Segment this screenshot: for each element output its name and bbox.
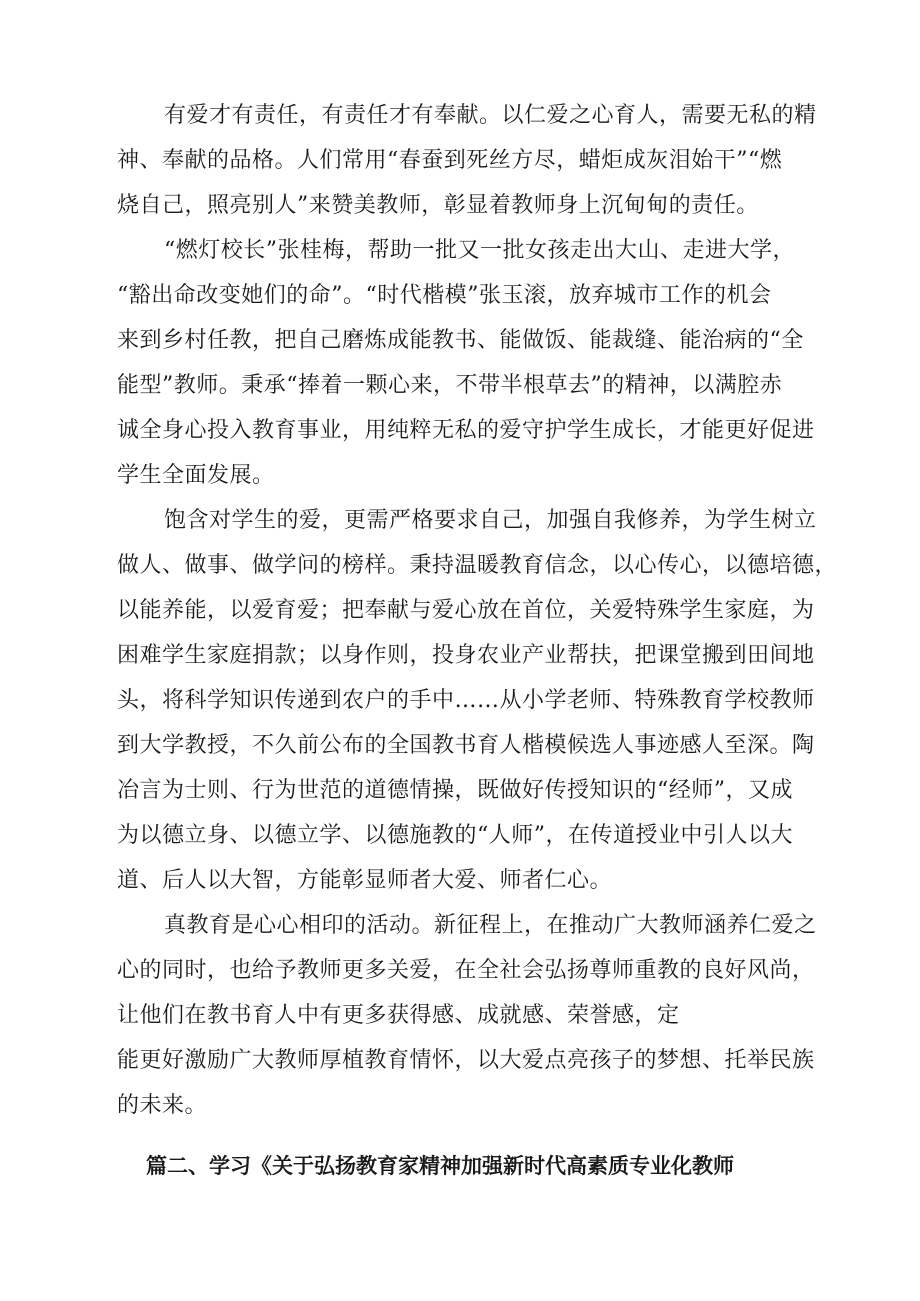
text-line: 烧自己，照亮别人”来赞美教师，彰显着教师身上沉甸甸的责任。	[117, 193, 759, 218]
section-heading: 篇二、学习《关于弘扬教育家精神加强新时代高素质专业化教师	[146, 1154, 734, 1178]
text-line: 心的同时，也给予教师更多关爱，在全社会弘扬尊师重教的良好风尚，	[117, 958, 815, 983]
text-line: 困难学生家庭捐款；以身作则，投身农业产业帮扶，把课堂搬到田间地	[117, 643, 815, 668]
text-line: 有爱才有责任，有责任才有奉献。以仁爱之心育人，需要无私的精	[164, 103, 817, 128]
text-line: 真教育是心心相印的活动。新征程上，在推动广大教师涵养仁爱之	[164, 913, 817, 938]
text-line: 做人、做事、做学问的榜样。秉持温暖教育信念，以心传心，以德培德，	[117, 553, 838, 578]
text-line: 冶言为士则、行为世范的道德情操，既做好传授知识的“经师”，又成	[117, 778, 793, 803]
text-line: 诚全身心投入教育事业，用纯粹无私的爱守护学生成长，才能更好促进	[117, 418, 815, 443]
text-line: 头，将科学知识传递到农户的手中……从小学老师、特殊教育学校教师	[117, 688, 815, 713]
text-line: “燃灯校长”张桂梅，帮助一批又一批女孩走出大山、走进大学，	[164, 238, 795, 263]
text-line: “豁出命改变她们的命”。“时代楷模”张玉滚，放弃城市工作的机会	[117, 283, 772, 308]
text-line: 神、奉献的品格。人们常用“春蚕到死丝方尽，蜡炬成灰泪始干”“燃	[117, 148, 783, 173]
text-line: 能型”教师。秉承“捧着一颗心来，不带半根草去”的精神，以满腔赤	[117, 373, 783, 398]
text-line: 的未来。	[117, 1093, 208, 1118]
text-line: 能更好激励广大教师厚植教育情怀，以大爱点亮孩子的梦想、托举民族	[117, 1048, 815, 1073]
text-line: 饱含对学生的爱，更需严格要求自己，加强自我修养，为学生树立	[164, 508, 817, 533]
text-line: 道、后人以大智，方能彰显师者大爱、师者仁心。	[117, 868, 613, 893]
text-line: 为以德立身、以德立学、以德施教的“人师”，在传道授业中引人以大	[117, 823, 793, 848]
text-line: 以能养能，以爱育爱；把奉献与爱心放在首位，关爱特殊学生家庭，为	[117, 598, 815, 623]
text-line: 学生全面发展。	[117, 463, 275, 488]
text-line: 让他们在教书育人中有更多获得感、成就感、荣誉感，定	[117, 1003, 680, 1028]
text-line: 来到乡村任教，把自己磨炼成能教书、能做饭、能裁缝、能治病的“全	[117, 328, 804, 353]
text-line: 到大学教授，不久前公布的全国教书育人楷模候选人事迹感人至深。陶	[117, 733, 815, 758]
